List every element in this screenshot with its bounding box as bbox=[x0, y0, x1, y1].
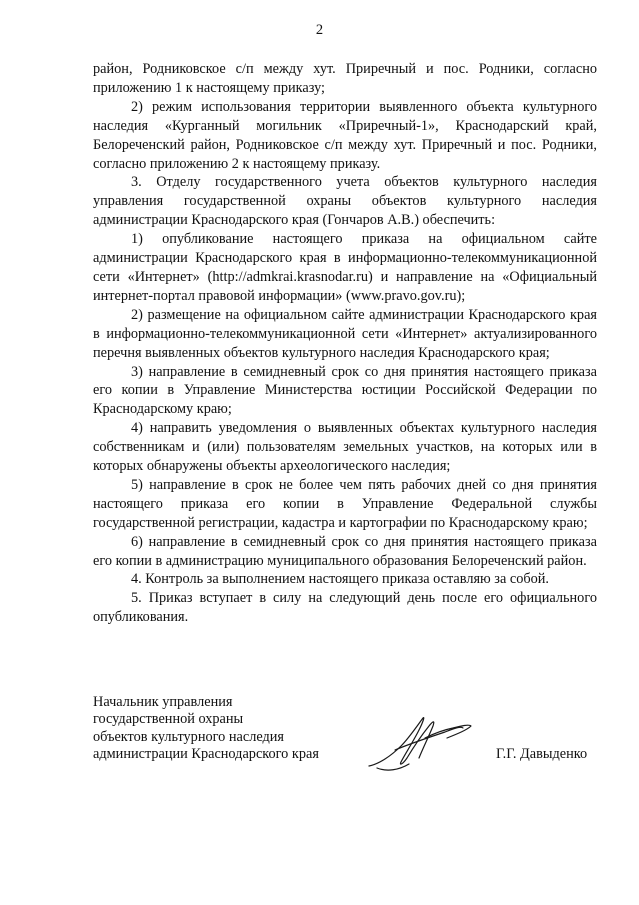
handwritten-signature bbox=[365, 708, 475, 778]
signatory-title bbox=[93, 694, 319, 764]
signer-name: Г.Г. Давыденко bbox=[496, 746, 588, 762]
paragraph: 4) направить уведомления о выявленных объектах культурного наследия собственникам и (или) пользователям земельных участков, на которых или в которых обнаружены объекты археологического наследия; bbox=[93, 420, 597, 475]
paragraph: 2) размещение на официальном сайте администрации Краснодарского края в информационно-телекоммуникационной сети «Интернет» актуализированного перечня выявленных объектов культурного наследия Краснодарского края; bbox=[93, 306, 597, 361]
paragraph: 2) режим использования территории выявленного объекта культурного наследия «Курганный могильник «Приречный-1», Краснодарский край, Белореченский район, Родниковское с/п между хут. Приречный и пос. Родники, согласно приложению 2 к настоящему приказу. bbox=[93, 98, 597, 172]
paragraph: 5) направление в срок не более чем пять рабочих дней со дня принятия настоящего приказа его копии в Управление Федеральной службы государственной регистрации, кадастра и картографии по Краснодарскому краю; bbox=[93, 476, 597, 531]
document-body bbox=[93, 60, 597, 627]
paragraph: 3) направление в семидневный срок со дня принятия настоящего приказа его копии в Управление Министерства юстиции Российской Федерации по Краснодарскому краю; bbox=[93, 363, 597, 418]
signatory-title-line: государственной охраны bbox=[93, 711, 244, 728]
signatory-title-line: администрации Краснодарского края bbox=[93, 746, 319, 763]
paragraph: 4. Контроль за выполнением настоящего приказа оставляю за собой. bbox=[131, 571, 550, 588]
page-number: 2 bbox=[315, 22, 324, 38]
paragraph: 1) опубликование настоящего приказа на официальном сайте администрации Краснодарского края в информационно-телекоммуникационной сети «Интернет» (http://admkrai.krasnodar.ru) и направление на «Официальный интернет-портал правовой информации» (www.pravo.gov.ru); bbox=[93, 231, 597, 304]
signatory-title-line: объектов культурного наследия bbox=[93, 728, 284, 745]
signatory-title-line: Начальник управления bbox=[93, 694, 233, 710]
paragraph: 5. Приказ вступает в силу на следующий день после его официального опубликования. bbox=[93, 590, 597, 626]
paragraph: район, Родниковское с/п между хут. Приречный и пос. Родники, согласно приложению 1 к настоящему приказу; bbox=[93, 61, 597, 96]
paragraph: 6) направление в семидневный срок со дня принятия настоящего приказа его копии в администрацию муниципального образования Белореченский район. bbox=[93, 533, 597, 569]
paragraph: 3. Отделу государственного учета объектов культурного наследия управления государственной охраны объектов культурного наследия администрации Краснодарского края (Гончаров А.В.) обеспечить: bbox=[93, 174, 597, 229]
